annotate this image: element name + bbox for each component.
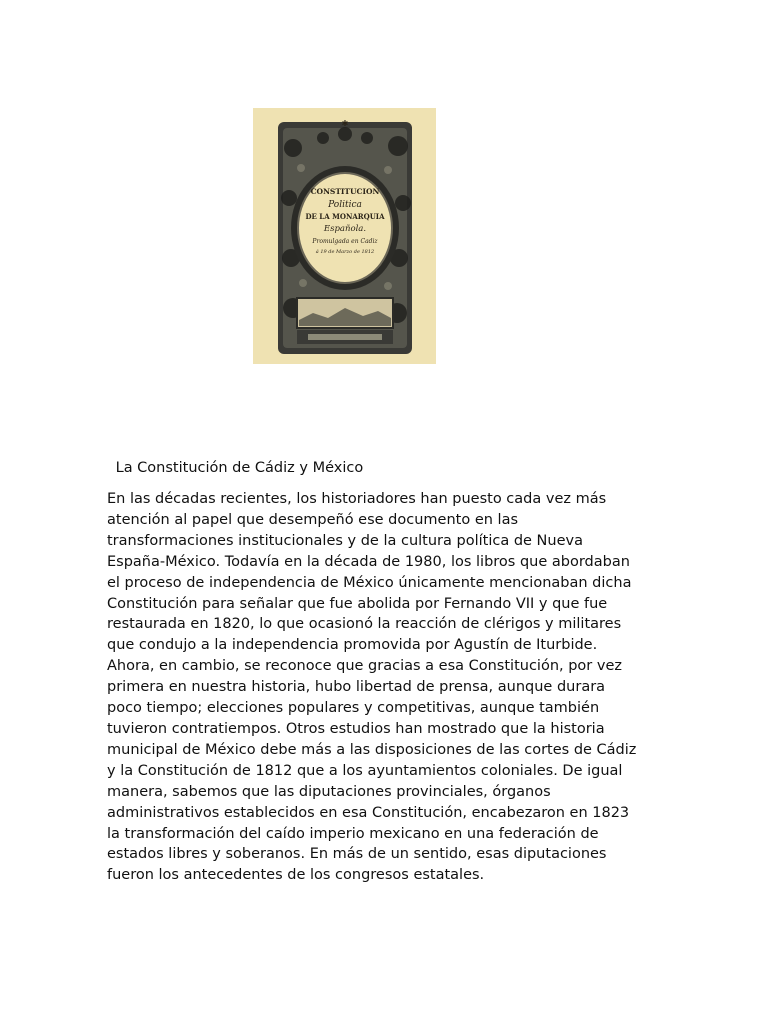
body-line: manera, sabemos que las diputaciones provinciales, órganos — [107, 783, 551, 800]
body-line: Constitución para señalar que fue abolida por Fernando VII y que fue — [107, 595, 608, 612]
cover-line-1: CONSTITUCION — [310, 187, 380, 196]
body-line: fueron los antecedentes de los congresos estatales. — [107, 867, 485, 884]
body-line: estados libres y soberanos. En más de un sentido, esas diputaciones — [107, 846, 607, 863]
cover-line-6: á 19 de Marzo de 1812 — [315, 249, 375, 255]
cover-line-5: Promulgada en Cadiz — [312, 238, 378, 245]
body-line: En las décadas recientes, los historiadores han puesto cada vez más — [107, 491, 607, 507]
svg-text:✱: ✱ — [341, 119, 349, 128]
constitution-cover-image — [253, 108, 436, 364]
body-line: administrativos establecidos en esa Constitución, encabezaron en 1823 — [107, 804, 630, 821]
cover-line-2: Politica — [328, 200, 362, 210]
cover-line-4: Española. — [323, 224, 367, 234]
cover-line-3: DE LA MONARQUIA — [305, 212, 385, 221]
body-line: y la Constitución de 1812 que a los ayuntamientos coloniales. De igual — [107, 762, 623, 779]
body-line: el proceso de independencia de México únicamente mencionaban dicha — [107, 574, 632, 591]
body-line: la transformación del caído imperio mexicano en una federación de — [107, 825, 599, 842]
body-line: transformaciones institucionales y de la cultura política de Nueva — [107, 532, 583, 549]
article-title: La Constitución de Cádiz y México — [111, 460, 364, 476]
body-line: atención al papel que desempeñó ese documento en las — [107, 511, 519, 528]
body-line: poco tiempo; elecciones populares y competitivas, aunque también — [107, 700, 600, 717]
body-line: municipal de México debe más a las disposiciones de las cortes de Cádiz — [107, 741, 637, 758]
body-line: España-México. Todavía en la década de 1980, los libros que abordaban — [107, 553, 630, 570]
body-line: restaurada en 1820, lo que ocasionó la reacción de clérigos y militares — [107, 616, 622, 633]
body-line: tuvieron contratiempos. Otros estudios han mostrado que la historia — [107, 720, 605, 737]
article-body — [107, 489, 667, 886]
body-line: Ahora, en cambio, se reconoce que gracias a esa Constitución, por vez — [107, 658, 622, 675]
body-line: primera en nuestra historia, hubo libertad de prensa, aunque durara — [107, 679, 606, 696]
body-line: que condujo a la independencia promovida por Agustín de Iturbide. — [107, 637, 598, 654]
